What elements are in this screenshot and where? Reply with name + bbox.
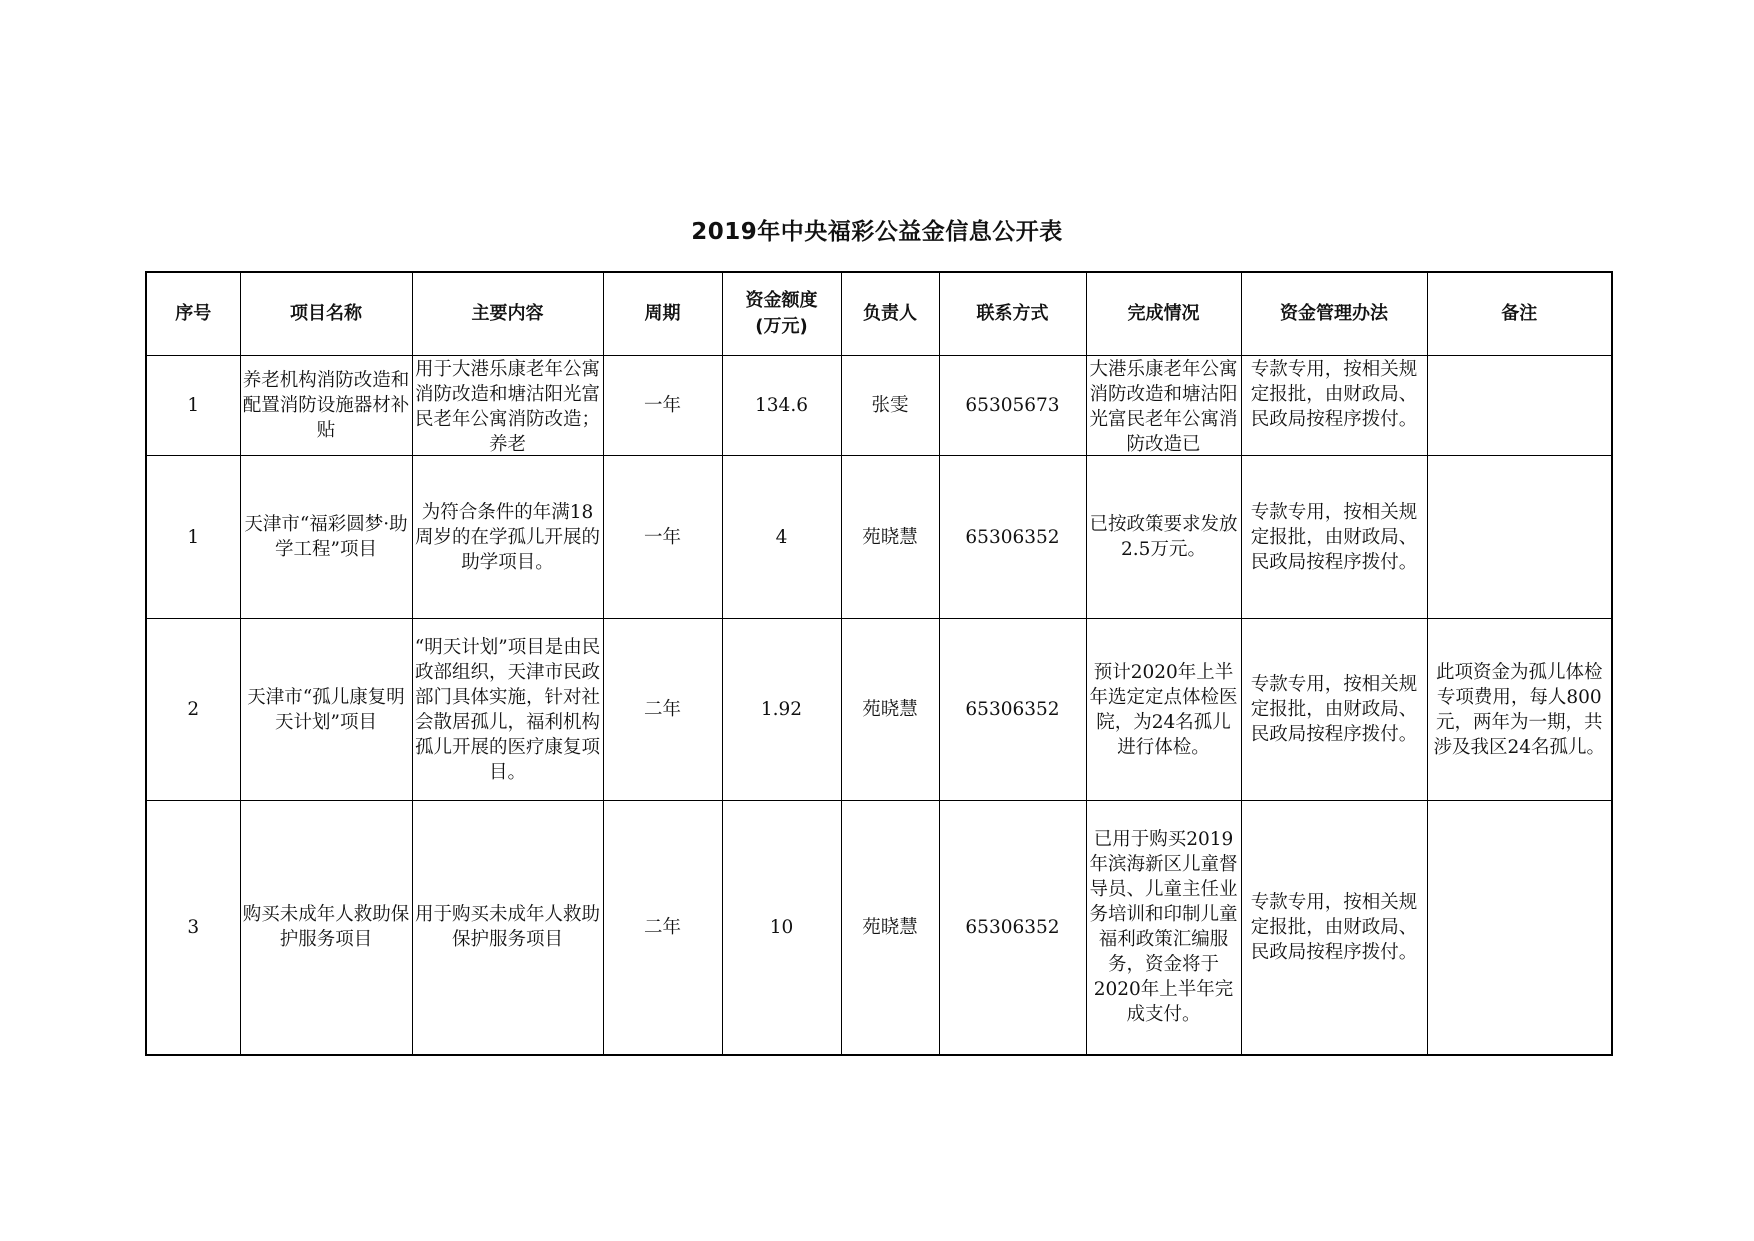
cell-phone: 65306352	[939, 801, 1086, 1055]
cell-method-text: 专款专用，按相关规定报批，由财政局、民政局按程序拨付。	[1250, 891, 1418, 963]
cell-note	[1427, 619, 1612, 801]
cell-period: 一年	[603, 356, 722, 456]
cell-content-text: 用于大港乐康老年公寓消防改造和塘沽阳光富民老年公寓消防改造；养老	[414, 359, 600, 455]
table-row	[146, 456, 1612, 619]
cell-method	[1241, 356, 1427, 456]
cell-status-text: 已按政策要求发放2.5万元。	[1089, 514, 1238, 560]
cell-name	[240, 619, 412, 801]
cell-name-text: 天津市“福彩圆梦·助学工程”项目	[244, 514, 408, 560]
cell-name	[240, 801, 412, 1055]
cell-amount: 4	[722, 456, 841, 619]
cell-content	[412, 801, 603, 1055]
table-row	[146, 619, 1612, 801]
cell-content-text: 用于购买未成年人救助保护服务项目	[414, 904, 600, 951]
cell-name-text: 购买未成年人救助保护服务项目	[242, 904, 410, 951]
cell-status-text: 已用于购买2019年滨海新区儿童督导员、儿童主任业务培训和印制儿童福利政策汇编服务，资金将于2020年上半年完成支付。	[1089, 829, 1238, 1026]
cell-owner: 苑晓慧	[841, 801, 939, 1055]
cell-method	[1241, 456, 1427, 619]
cell-owner: 苑晓慧	[841, 619, 939, 801]
cell-content-text: “明天计划”项目是由民政部组织，天津市民政部门具体实施，针对社会散居孤儿，福利机构孤儿开展的医疗康复项目。	[414, 636, 601, 783]
cell-period: 一年	[603, 456, 722, 619]
cell-note	[1427, 356, 1612, 456]
cell-status	[1086, 456, 1241, 619]
header-method: 资金管理办法	[1241, 272, 1427, 356]
cell-method	[1241, 619, 1427, 801]
cell-seq: 3	[146, 801, 240, 1055]
cell-status	[1086, 356, 1241, 456]
page-title: 2019年中央福彩公益金信息公开表	[691, 219, 1063, 245]
cell-period: 二年	[603, 801, 722, 1055]
cell-note-text: 此项资金为孤儿体检专项费用，每人800元，两年为一期，共涉及我区24名孤儿。	[1433, 661, 1606, 758]
cell-content-text: 为符合条件的年满18周岁的在学孤儿开展的助学项目。	[414, 501, 600, 573]
header-seq: 序号	[146, 272, 240, 356]
cell-status	[1086, 619, 1241, 801]
table-row	[146, 801, 1612, 1055]
cell-status	[1086, 801, 1241, 1055]
header-amount: 资金额度 (万元)	[722, 272, 841, 356]
cell-name-text: 天津市“孤儿康复明天计划”项目	[247, 686, 405, 733]
header-note: 备注	[1427, 272, 1612, 356]
cell-amount: 134.6	[722, 356, 841, 456]
cell-method-text: 专款专用，按相关规定报批，由财政局、民政局按程序拨付。	[1250, 501, 1418, 573]
cell-status-text: 预计2020年上半年选定定点体检医院，为24名孤儿进行体检。	[1089, 661, 1238, 758]
header-name: 项目名称	[240, 272, 412, 356]
cell-amount: 1.92	[722, 619, 841, 801]
cell-method-text: 专款专用，按相关规定报批，由财政局、民政局按程序拨付。	[1250, 359, 1418, 430]
cell-amount: 10	[722, 801, 841, 1055]
header-status: 完成情况	[1086, 272, 1241, 356]
cell-phone: 65306352	[939, 619, 1086, 801]
cell-name	[240, 356, 412, 456]
cell-phone: 65306352	[939, 456, 1086, 619]
cell-owner: 苑晓慧	[841, 456, 939, 619]
header-content: 主要内容	[412, 272, 603, 356]
cell-method	[1241, 801, 1427, 1055]
cell-seq: 1	[146, 456, 240, 619]
cell-period: 二年	[603, 619, 722, 801]
cell-status-text: 大港乐康老年公寓消防改造和塘沽阳光富民老年公寓消防改造已	[1089, 359, 1238, 455]
cell-phone: 65305673	[939, 356, 1086, 456]
header-period: 周期	[603, 272, 722, 356]
cell-method-text: 专款专用，按相关规定报批，由财政局、民政局按程序拨付。	[1250, 674, 1418, 745]
header-phone: 联系方式	[939, 272, 1086, 356]
cell-content	[412, 456, 603, 619]
header-row	[146, 272, 1612, 356]
cell-note	[1427, 456, 1612, 619]
cell-seq: 2	[146, 619, 240, 801]
info-table	[145, 271, 1613, 1056]
cell-content	[412, 356, 603, 456]
cell-owner: 张雯	[841, 356, 939, 456]
cell-seq: 1	[146, 356, 240, 456]
cell-name	[240, 456, 412, 619]
header-owner: 负责人	[841, 272, 939, 356]
cell-name-text: 养老机构消防改造和配置消防设施器材补贴	[242, 370, 410, 441]
cell-content	[412, 619, 603, 801]
table-row	[146, 356, 1612, 456]
cell-note	[1427, 801, 1612, 1055]
